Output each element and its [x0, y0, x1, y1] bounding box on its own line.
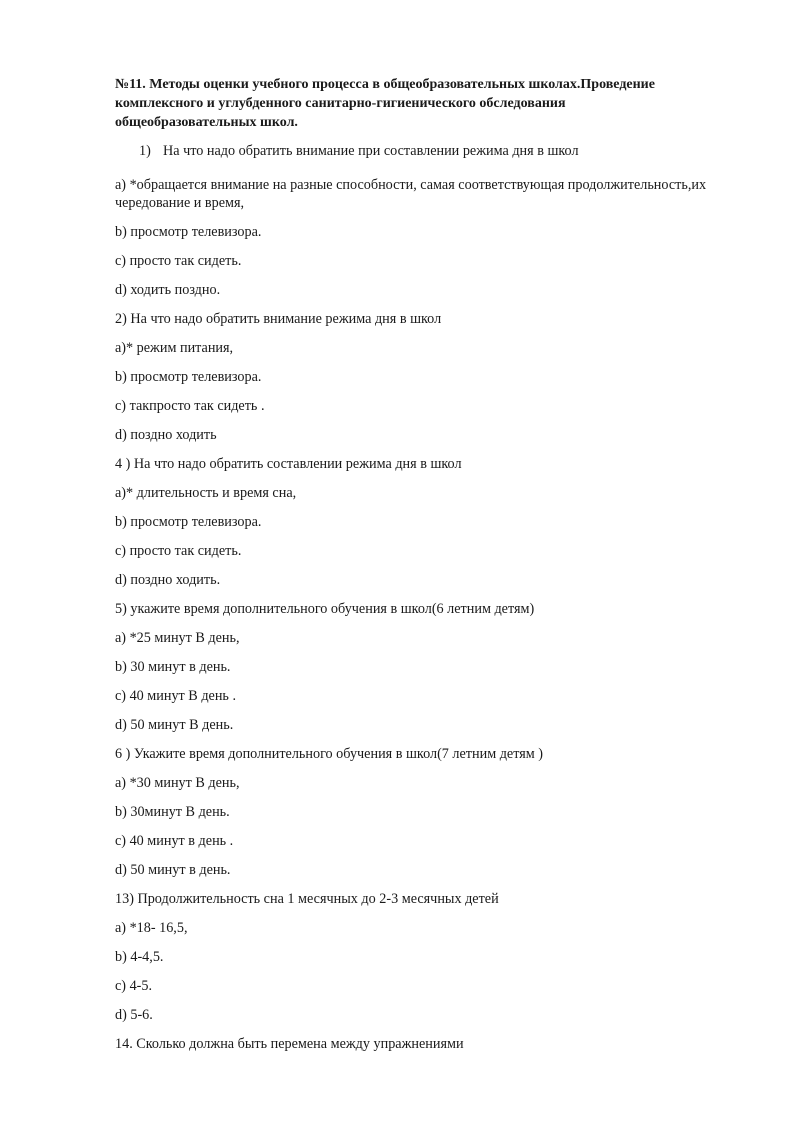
question-4: 4 ) На что надо обратить составлении режима дня в школ [115, 456, 462, 472]
answer-b: b) 30минут В день. [115, 804, 230, 820]
question-5: 5) укажите время дополнительного обучения в школ(6 летним детям) [115, 601, 535, 617]
question-14: 14. Сколько должна быть перемена между упражнениями [115, 1036, 464, 1052]
title-line: общеобразовательных школ. [115, 115, 298, 130]
answer-b: b) просмотр телевизора. [115, 369, 262, 385]
document-title [115, 75, 735, 132]
question-13: 13) Продолжительность сна 1 месячных до 2-3 месячных детей [115, 891, 499, 907]
answer-a: a) *25 минут В день, [115, 630, 240, 646]
question-6: 6 ) Укажите время дополнительного обучения в школ(7 летним детям ) [115, 746, 544, 762]
question-1 [139, 142, 579, 161]
answer-c: c) 40 минут в день . [115, 833, 234, 849]
title-line: №11. Методы оценки учебного процесса в общеобразовательных школах.Проведение [115, 77, 655, 92]
question-text: На что надо обратить внимание при составлении режима дня в школ [163, 143, 579, 159]
answer-a: a) *18- 16,5, [115, 920, 188, 936]
answer-d: d) ходить поздно. [115, 282, 221, 298]
answer-d: d) 50 минут в день. [115, 862, 231, 878]
answer-c: c) 40 минут В день . [115, 688, 236, 704]
answer-b: b) 4-4,5. [115, 949, 164, 965]
answer-a: a) *обращается внимание на разные способности, самая соответствующая продолжительность,их [115, 177, 707, 193]
answer-d: d) поздно ходить [115, 427, 217, 443]
answer-a-continued: чередование и время, [115, 195, 245, 211]
answer-b: b) 30 минут в день. [115, 659, 231, 675]
answer-c: c) 4-5. [115, 978, 153, 994]
answer-a: a)* длительность и время сна, [115, 485, 297, 501]
answer-c: c) такпросто так сидеть . [115, 398, 265, 414]
answer-a: a)* режим питания, [115, 340, 234, 356]
title-line: комплексного и углубденного санитарно-гигиенического обследования [115, 96, 566, 111]
question-number: 1) [139, 143, 151, 159]
answer-a: a) *30 минут В день, [115, 775, 240, 791]
answer-c: c) просто так сидеть. [115, 253, 242, 269]
answer-b: b) просмотр телевизора. [115, 224, 262, 240]
answer-b: b) просмотр телевизора. [115, 514, 262, 530]
answer-d: d) поздно ходить. [115, 572, 221, 588]
answer-d: d) 50 минут В день. [115, 717, 234, 733]
answer-c: c) просто так сидеть. [115, 543, 242, 559]
answer-d: d) 5-6. [115, 1007, 153, 1023]
question-2: 2) На что надо обратить внимание режима дня в школ [115, 311, 442, 327]
